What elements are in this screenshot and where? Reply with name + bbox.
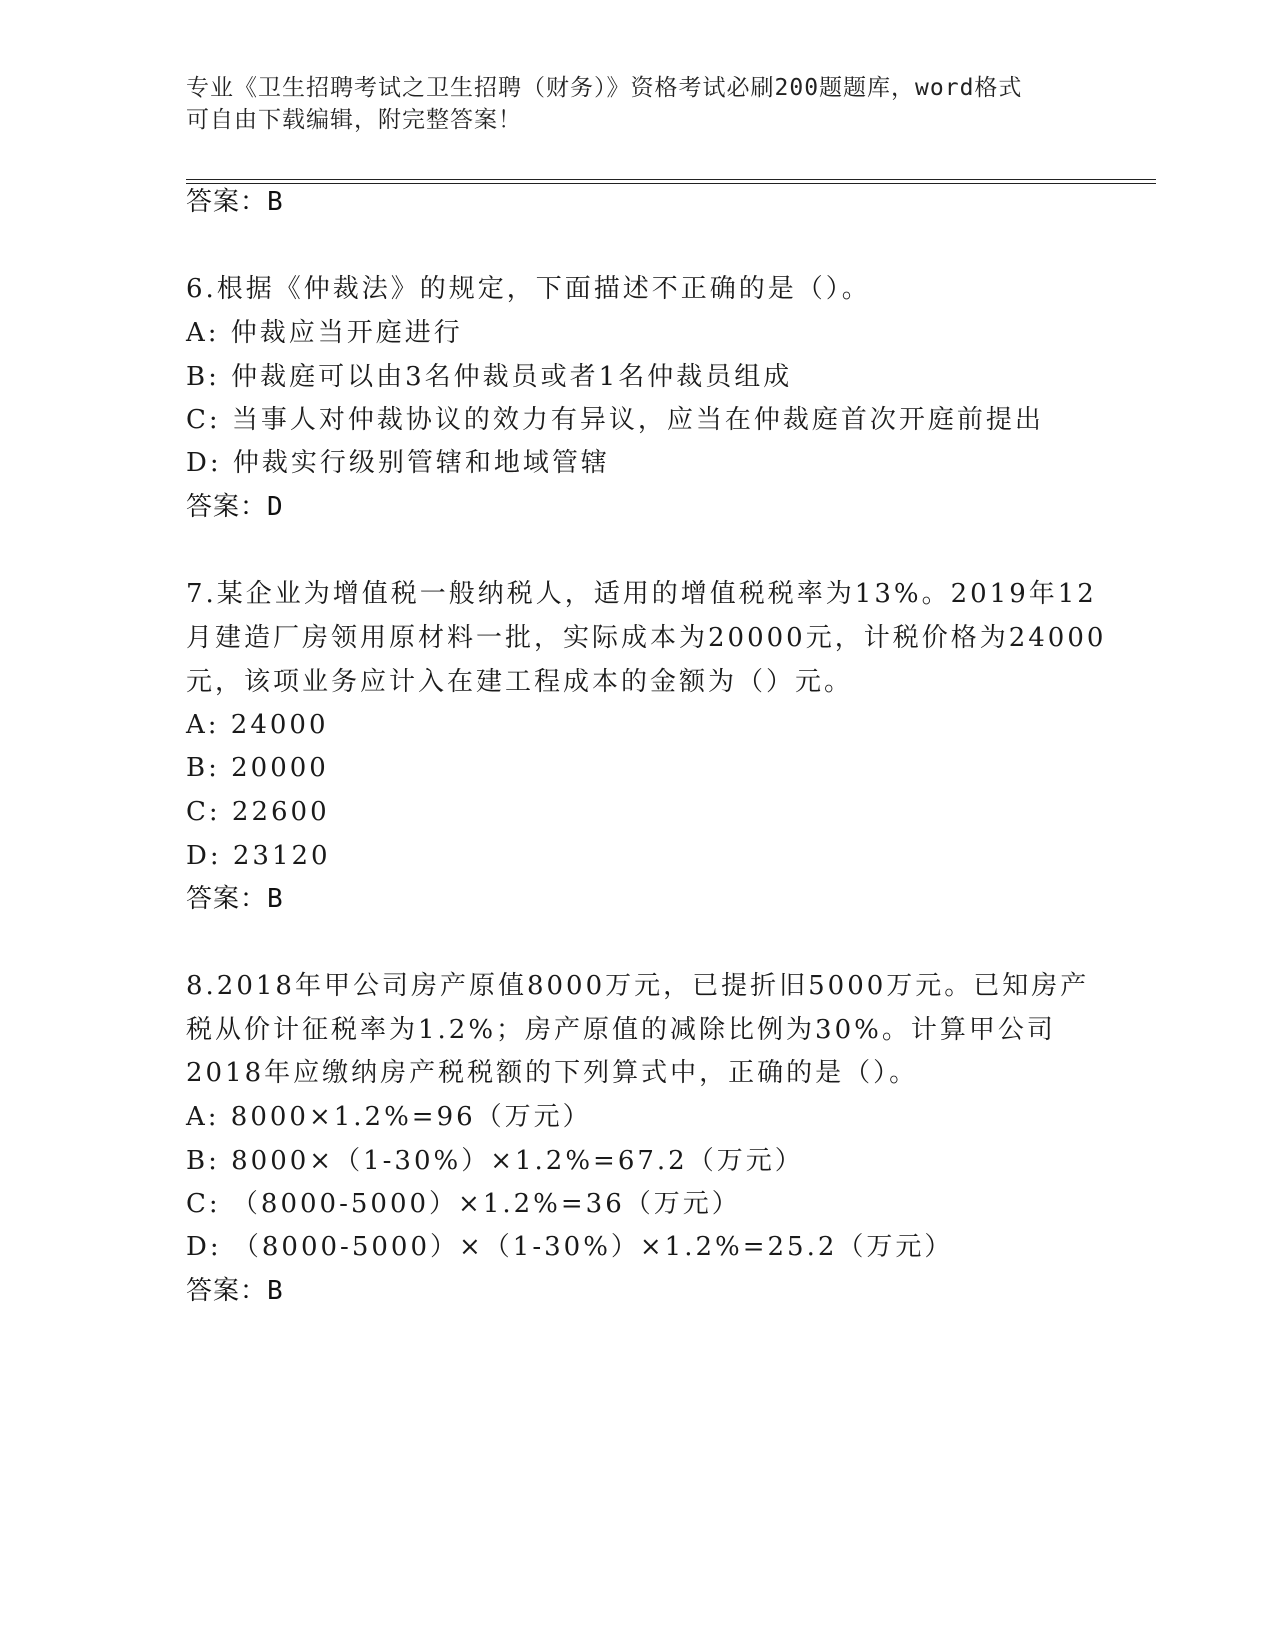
- question-7-stem-line-1: 7.某企业为增值税一般纳税人，适用的增值税税率为13%。2019年12: [186, 579, 1097, 609]
- question-7-option-d: D: 23120: [186, 841, 331, 871]
- question-8-answer: 答案：B: [186, 1276, 284, 1306]
- question-6-option-d: D: 仲裁实行级别管辖和地域管辖: [186, 448, 610, 478]
- answer-prev: 答案：B: [186, 187, 284, 217]
- header-divider-thin: [186, 179, 1156, 180]
- question-6-option-a: A: 仲裁应当开庭进行: [186, 318, 463, 348]
- question-7-stem-line-2: 月建造厂房领用原材料一批，实际成本为20000元，计税价格为24000: [186, 623, 1107, 653]
- question-7-stem-line-3: 元，该项业务应计入在建工程成本的金额为（）元。: [186, 667, 854, 697]
- header-divider-thick: [186, 183, 1156, 184]
- question-8-stem-line-3: 2018年应缴纳房产税税额的下列算式中，正确的是（）。: [186, 1058, 919, 1088]
- question-8-option-a: A: 8000×1.2%=96（万元）: [186, 1102, 592, 1132]
- question-8-stem-line-1: 8.2018年甲公司房产原值8000万元，已提折旧5000万元。已知房产: [186, 971, 1090, 1001]
- question-8-option-b: B: 8000×（1-30%）×1.2%=67.2（万元）: [186, 1146, 804, 1176]
- question-6-option-b: B: 仲裁庭可以由3名仲裁员或者1名仲裁员组成: [186, 362, 793, 392]
- question-6-stem: 6.根据《仲裁法》的规定，下面描述不正确的是（）。: [186, 274, 871, 304]
- question-8-option-d: D: （8000-5000）×（1-30%）×1.2%=25.2（万元）: [186, 1232, 954, 1262]
- question-7-option-c: C: 22600: [186, 797, 330, 827]
- header-line-1: 专业《卫生招聘考试之卫生招聘（财务）》资格考试必刷200题题库，word格式: [186, 75, 1023, 101]
- question-8-option-c: C: （8000-5000）×1.2%=36（万元）: [186, 1189, 741, 1219]
- question-7-answer: 答案：B: [186, 884, 284, 914]
- question-7-option-b: B: 20000: [186, 753, 329, 783]
- question-8-stem-line-2: 税从价计征税率为1.2%；房产原值的减除比例为30%。计算甲公司: [186, 1015, 1056, 1045]
- question-7-option-a: A: 24000: [186, 710, 329, 740]
- header-line-2: 可自由下载编辑，附完整答案！: [186, 107, 522, 133]
- question-6-option-c: C: 当事人对仲裁协议的效力有异议，应当在仲裁庭首次开庭前提出: [186, 405, 1044, 435]
- question-6-answer: 答案：D: [186, 492, 284, 522]
- document-header: [186, 72, 1086, 136]
